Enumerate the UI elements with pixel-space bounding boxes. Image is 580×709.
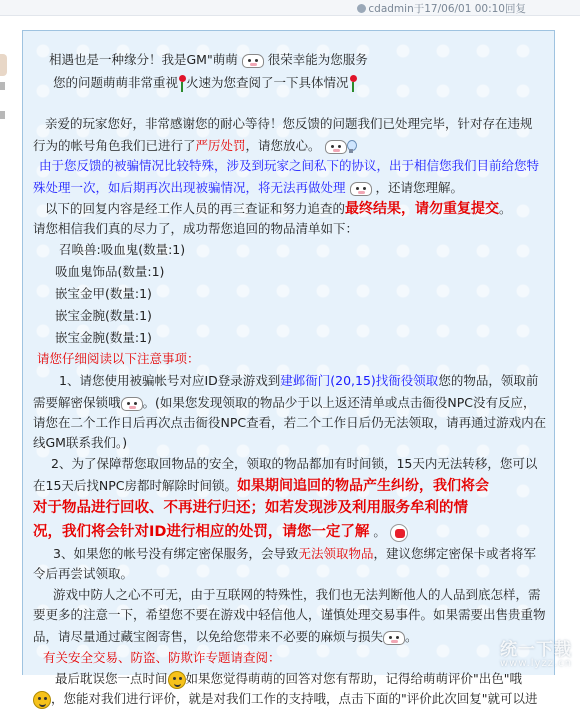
cow-emoticon-icon <box>383 631 405 645</box>
rose-icon <box>349 75 357 93</box>
para1-line-1: 亲爱的玩家您好，非常感谢您的耐心等待！您反馈的问题我们已处理完毕，针对存在违规 <box>45 116 533 131</box>
lightbulb-icon <box>347 140 355 154</box>
recovered-item-3: 嵌宝金甲(数量:1) <box>55 286 152 301</box>
note1-line-3: 请您在二个工作日后再次点击衙役NPC查看，若二个工作日后仍无法领取，请再通过游戏内在 <box>33 415 547 430</box>
greeting-text: 火速为您查阅了一下具体情况 <box>186 75 349 90</box>
greeting-line-2 <box>53 74 357 93</box>
final-result-text: 最终结果，请勿重复提交 <box>345 201 500 217</box>
note2-line-2 <box>33 477 489 495</box>
divider <box>0 82 5 90</box>
safety-text: 品，请尽量通过藏宝阁寄售，以免给您带来不必要的麻烦与损失 <box>33 629 384 644</box>
closing-text: ，您能对我们进行评价，就是对我们工作的支持哦，点击下面的"评价此次回复"就可以进 <box>51 691 538 706</box>
safety-line-3 <box>33 628 418 646</box>
cow-emoticon-icon <box>121 397 143 411</box>
post-timestamp: 于17/06/01 00:10回复 <box>413 3 526 15</box>
greeting-text: 您的问题萌萌非常重视 <box>53 75 179 90</box>
para1-line-5 <box>45 200 512 218</box>
recovered-item-4: 嵌宝金腕(数量:1) <box>55 308 152 323</box>
notice-title: 请您仔细阅读以下注意事项： <box>37 351 200 366</box>
closing-line-1 <box>55 670 522 689</box>
note3-line-2: 令后再尝试领取。 <box>33 566 134 581</box>
note-text: 。(如果您发现领取的物品少于以上返还清单或点击衙役NPC没有反应， <box>142 395 536 410</box>
para-text: ，还请您理解。 <box>375 180 463 195</box>
avatar <box>0 54 7 76</box>
para1-line-6: 请您相信我们真的尽力了，成功帮您追回的物品清单如下： <box>33 221 359 236</box>
note2-line-1: 2、为了保障帮您取回物品的安全，领取的物品都加有时间锁，15天内无法转移，您可以 <box>51 456 538 471</box>
pickup-location-text: 建邺衙门(20,15)找衙役领取 <box>280 373 439 388</box>
para1-line-3: 由于您反馈的被骗情况比较特殊，涉及到玩家之间私下的协议，出于相信您我们目前给您特 <box>39 158 540 173</box>
gm-reply-post <box>22 30 555 706</box>
dispute-warning-text: 如果期间追回的物品产生纠纷，我们将会 <box>237 478 490 494</box>
closing-text: 最后耽误您一点时间 <box>55 671 168 686</box>
note1-line-1 <box>59 372 538 390</box>
red-emoticon-icon <box>390 524 408 542</box>
note3-line-1 <box>53 545 536 563</box>
greeting-text: 相遇也是一种缘分！我是GM"萌萌 <box>49 52 238 67</box>
safety-line-2: 要更多的注意一下，希望您不要在游戏中轻信他人，谨慎处理交易事件。如果需要出售贵重物 <box>33 607 546 622</box>
safety-topic-link[interactable]: 有关安全交易、防盗、防欺诈专题请查阅： <box>43 650 281 665</box>
safety-text: 。 <box>405 629 418 644</box>
closing-text: 如果您觉得萌萌的回答对您有帮助，记得给萌萌评价"出色"哦 <box>185 671 523 686</box>
closing-line-2 <box>33 690 538 709</box>
divider <box>0 111 5 119</box>
post-author[interactable]: cdadmin <box>368 3 414 15</box>
note-text: ，建议您绑定密保卡或者将军 <box>373 546 536 561</box>
note2-line-3: 对于物品进行回收、不再进行归还；如若发现涉及利用服务牟利的情 <box>33 500 468 516</box>
cow-emoticon-icon <box>242 54 264 68</box>
watermark-url: www.lyzz.cn <box>499 658 572 669</box>
severe-penalty-text: 严厉处罚 <box>195 138 246 153</box>
para-text: 以下的回复内容是经工作人员的再三查证和努力追查的 <box>45 201 346 216</box>
para-text: 行为的帐号角色我们已进行了 <box>33 138 196 153</box>
greeting-text: 很荣幸能为您服务 <box>267 52 368 67</box>
greeting-line-1 <box>49 51 368 69</box>
special-case-text: 殊处理一次，如后期再次出现被骗情况，将无法再做处理 <box>33 180 346 195</box>
left-avatar-strip <box>0 16 12 675</box>
cannot-claim-text: 无法领取物品 <box>298 546 374 561</box>
cow-emoticon-icon <box>325 140 347 154</box>
safety-line-1: 游戏中防人之心不可无，由于互联网的特殊性，我们也无法判断他人的人品到底怎样，需 <box>53 587 541 602</box>
recovered-item-5: 嵌宝金腕(数量:1) <box>55 330 152 345</box>
note-text: 在15天后找NPC房都时解除时间锁。 <box>33 478 238 493</box>
post-meta <box>357 1 526 16</box>
note2-line-4 <box>33 523 408 542</box>
recovered-item-2: 吸血鬼饰品(数量:1) <box>55 264 165 279</box>
post-header-bar <box>0 0 580 16</box>
note-text: 。 <box>373 524 386 539</box>
rose-icon <box>178 75 186 93</box>
recovered-item-1: 召唤兽:吸血鬼(数量:1) <box>59 242 186 257</box>
user-icon <box>357 4 366 13</box>
para-text: 。 <box>499 201 512 216</box>
note-text: 您的物品，领取前 <box>438 373 539 388</box>
note-text: 1、请您使用被骗帐号对应ID登录游戏到 <box>59 373 281 388</box>
note1-line-4: 线GM联系我们。) <box>33 435 128 450</box>
para1-line-4 <box>33 179 463 197</box>
cow-emoticon-icon <box>350 182 372 196</box>
site-watermark <box>500 635 572 669</box>
note-text: 需要解密保锁哦 <box>33 395 121 410</box>
para-text: ，请您放心。 <box>245 138 321 153</box>
smiley-icon <box>33 691 51 709</box>
watermark-brand: 统一下载 <box>499 640 572 660</box>
para1-line-2 <box>33 137 355 155</box>
note-text: 3、如果您的帐号没有绑定密保服务，会导致 <box>53 546 299 561</box>
smiley-icon <box>168 671 186 689</box>
penalty-warning-text: 况，我们将会针对ID进行相应的处罚，请您一定了解 <box>33 524 370 540</box>
note1-line-2 <box>33 394 536 412</box>
